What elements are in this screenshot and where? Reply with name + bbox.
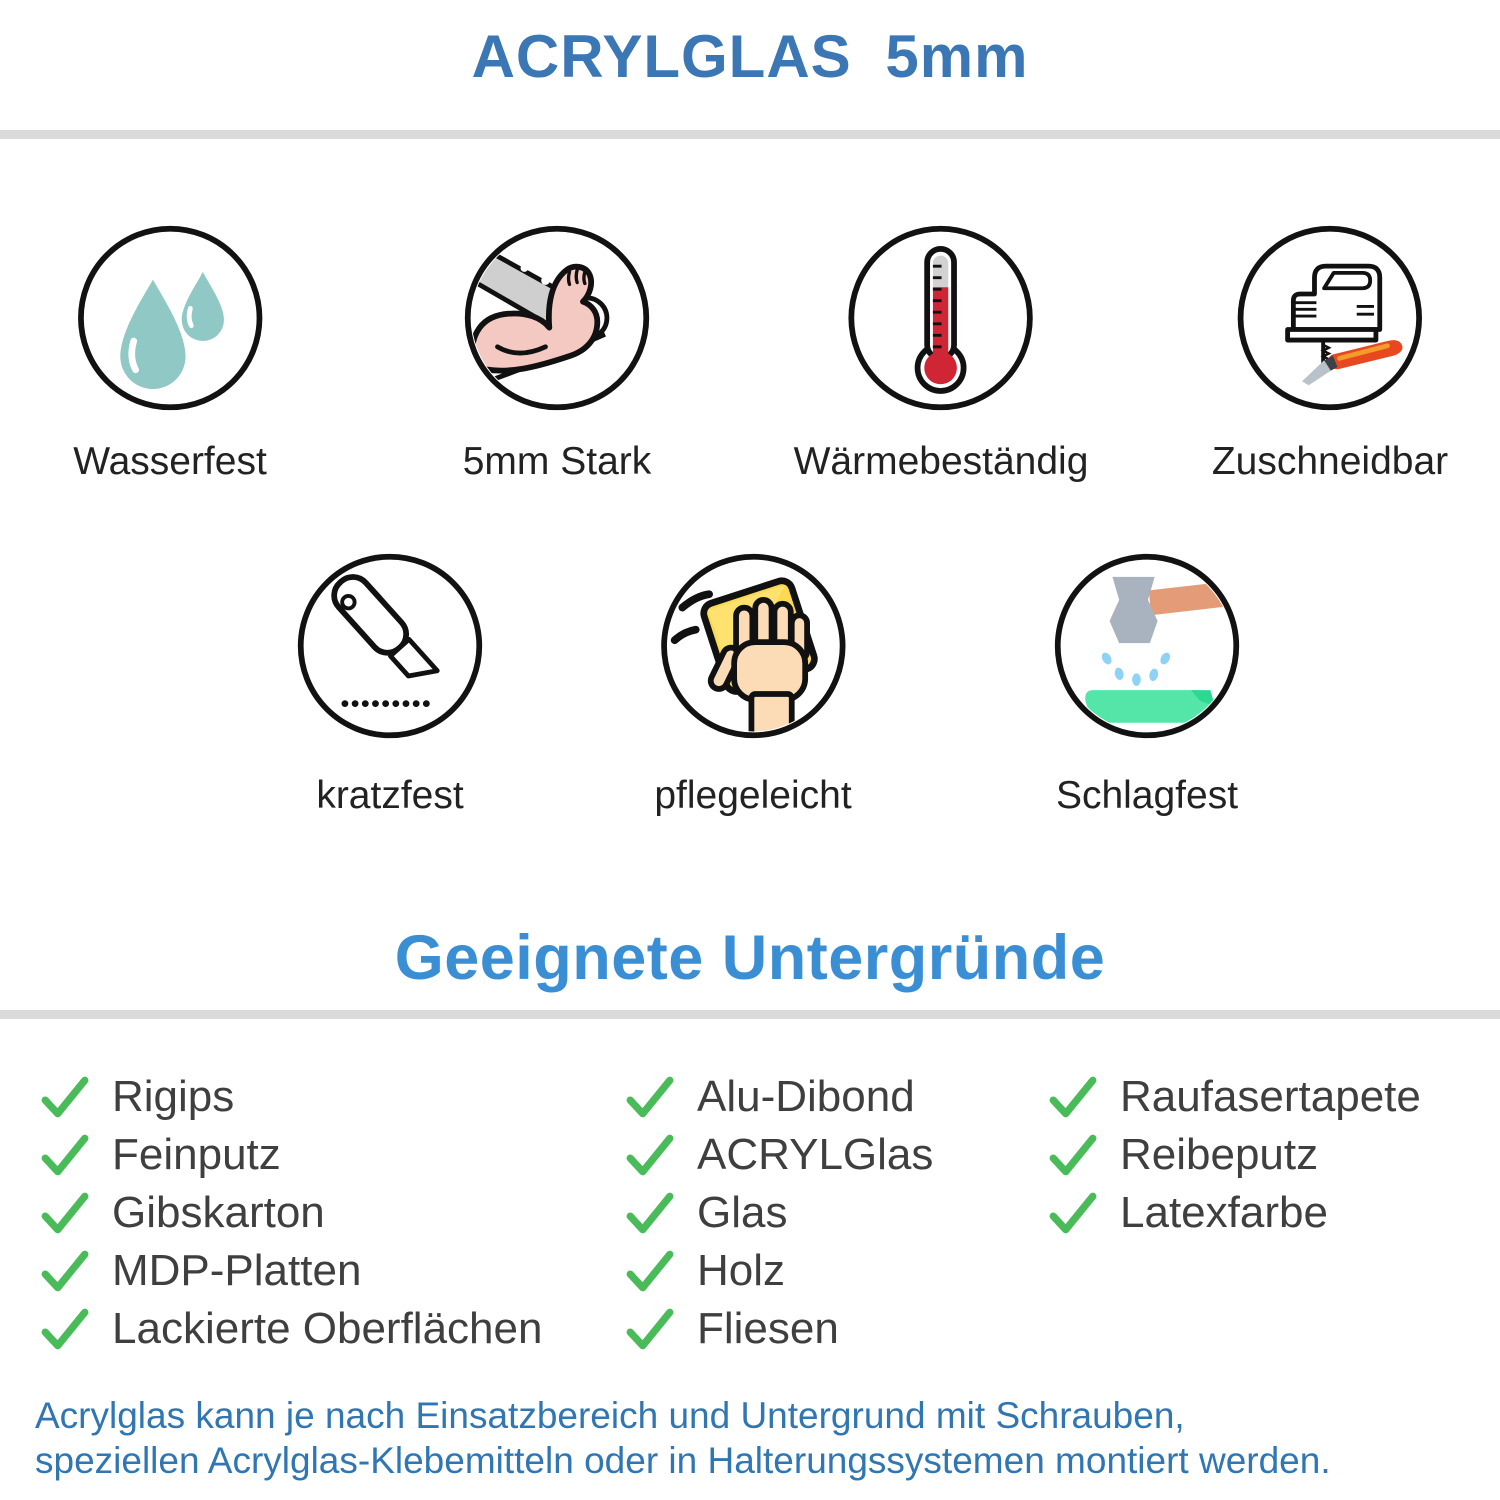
check-icon (625, 1072, 675, 1122)
feature-label: Wärmebeständig (793, 440, 1089, 483)
feature-label: 5mm Stark (462, 440, 652, 483)
surface-label: ACRYLGlas (697, 1130, 934, 1179)
check-icon (1048, 1072, 1098, 1122)
utility-knife-icon (294, 550, 486, 742)
page-title: ACRYLGLAS 5mm (471, 23, 1029, 90)
surface-item (625, 1242, 933, 1300)
cleaning-hand-icon (657, 550, 849, 742)
thermometer-icon (845, 222, 1037, 414)
mounting-note (35, 1393, 1331, 1483)
check-icon (625, 1304, 675, 1354)
feature-wasserfest (73, 222, 267, 484)
feature-pflegeleicht (654, 550, 851, 818)
check-icon (625, 1188, 675, 1238)
check-icon (1048, 1188, 1098, 1238)
check-icon (40, 1304, 90, 1354)
feature-label: pflegeleicht (654, 774, 852, 817)
surface-item (1048, 1068, 1421, 1126)
check-icon (40, 1072, 90, 1122)
surface-item (40, 1242, 542, 1300)
feature-waermebestaendig (794, 222, 1089, 484)
feature-label: Wasserfest (73, 440, 267, 483)
surface-list-col1 (40, 1068, 542, 1358)
mounting-note-line2: speziellen Acrylglas-Klebemitteln oder in Halterungssystemen montiert werden. (35, 1440, 1331, 1481)
hammer-impact-icon (1051, 550, 1243, 742)
feature-schlagfest (1051, 550, 1243, 818)
surface-label: Alu-Dibond (697, 1072, 915, 1121)
surface-label: Reibeputz (1120, 1130, 1319, 1179)
surface-item (625, 1068, 933, 1126)
surface-item (40, 1184, 542, 1242)
surface-list-col2 (625, 1068, 933, 1358)
surface-label: Latexfarbe (1120, 1188, 1328, 1237)
surface-item (40, 1300, 542, 1358)
surface-label: Raufasertapete (1120, 1072, 1421, 1121)
surface-label: MDP-Platten (112, 1246, 362, 1295)
surface-list-col3 (1048, 1068, 1421, 1242)
feature-kratzfest (294, 550, 486, 818)
surface-item (40, 1126, 542, 1184)
jigsaw-cutter-icon (1234, 222, 1426, 414)
surface-label: Gibskarton (112, 1188, 325, 1237)
divider-middle (0, 1010, 1500, 1019)
feature-5mm-stark (461, 222, 653, 484)
surface-item (40, 1068, 542, 1126)
mounting-note-line1: Acrylglas kann je nach Einsatzbereich und Untergrund mit Schrauben, (35, 1395, 1185, 1436)
check-icon (40, 1246, 90, 1296)
check-icon (625, 1130, 675, 1180)
check-icon (40, 1130, 90, 1180)
surface-label: Lackierte Oberflächen (112, 1304, 543, 1353)
surface-item (1048, 1126, 1421, 1184)
feature-label: Schlagfest (1055, 774, 1239, 817)
surface-label: Holz (697, 1246, 786, 1295)
surface-label: Feinputz (112, 1130, 281, 1179)
check-icon (40, 1188, 90, 1238)
check-icon (625, 1246, 675, 1296)
surface-item (625, 1184, 933, 1242)
feature-zuschneidbar (1212, 222, 1448, 484)
water-drops-icon (74, 222, 266, 414)
surface-label: Rigips (112, 1072, 235, 1121)
surface-label: Glas (697, 1188, 788, 1237)
feature-label: Zuschneidbar (1211, 440, 1449, 483)
feature-label: kratzfest (316, 774, 464, 817)
surface-item (625, 1300, 933, 1358)
surface-item (625, 1126, 933, 1184)
section-title: Geeignete Untergründe (394, 923, 1106, 993)
check-icon (1048, 1130, 1098, 1180)
surface-label: Fliesen (697, 1304, 839, 1353)
muscle-arm-icon (461, 222, 653, 414)
divider-top (0, 130, 1500, 139)
surface-item (1048, 1184, 1421, 1242)
